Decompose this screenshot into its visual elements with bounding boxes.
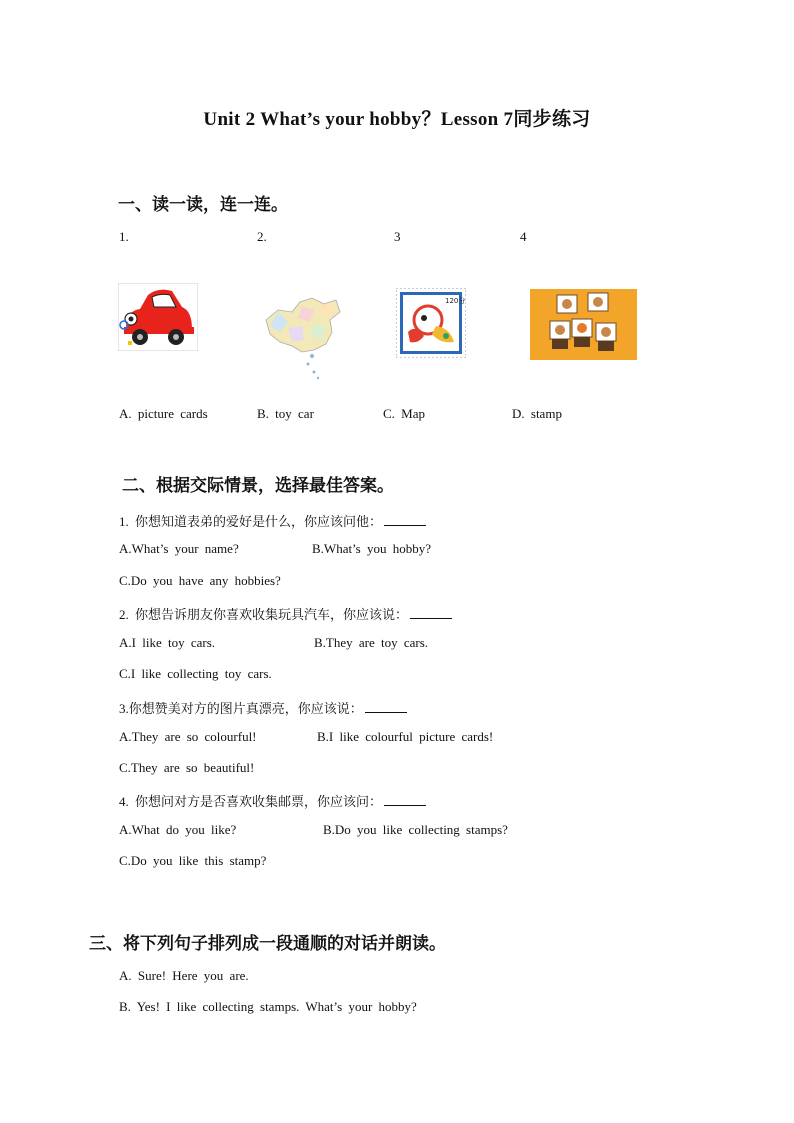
q2-choice-b: B.They are toy cars. bbox=[314, 635, 429, 650]
picture-number-3: 3 bbox=[394, 229, 401, 244]
section-1-heading: 一、读一读，连一连。 bbox=[118, 195, 288, 214]
question-3 bbox=[119, 698, 407, 717]
picture-number-1: 1. bbox=[119, 229, 129, 244]
q1-choice-b: B.What’s you hobby? bbox=[312, 541, 432, 556]
q3-choice-b: B.I like colourful picture cards! bbox=[317, 729, 494, 744]
dialogue-line-a: A. Sure! Here you are. bbox=[119, 968, 249, 983]
map-icon bbox=[258, 292, 343, 382]
question-4 bbox=[119, 791, 426, 810]
question-4-text: 4. 你想问对方是否喜欢收集邮票，你应该问： bbox=[119, 794, 383, 809]
picture-number-4: 4 bbox=[520, 229, 527, 244]
question-2-text: 2. 你想告诉朋友你喜欢收集玩具汽车，你应该说： bbox=[119, 607, 409, 622]
section-3-heading: 三、将下列句子排列成一段通顺的对话并朗读。 bbox=[89, 934, 446, 953]
stamp-price-label: 120分 bbox=[445, 297, 466, 305]
question-2 bbox=[119, 604, 452, 623]
q3-choice-a: A.They are so colourful! bbox=[119, 729, 257, 744]
q4-choice-b: B.Do you like collecting stamps? bbox=[323, 822, 508, 837]
answer-blank bbox=[384, 515, 426, 526]
answer-blank bbox=[384, 795, 426, 806]
toy-car-icon bbox=[118, 283, 198, 351]
option-a: A. picture cards bbox=[119, 406, 208, 421]
picture-number-2: 2. bbox=[257, 229, 267, 244]
option-d: D. stamp bbox=[512, 406, 562, 421]
section-2-heading: 二、根据交际情景，选择最佳答案。 bbox=[122, 476, 394, 495]
answer-blank bbox=[410, 608, 452, 619]
option-b: B. toy car bbox=[257, 406, 314, 421]
q2-choice-c: C.I like collecting toy cars. bbox=[119, 666, 272, 681]
picture-cards-icon bbox=[530, 289, 637, 360]
question-1 bbox=[119, 511, 426, 530]
answer-blank bbox=[365, 702, 407, 713]
q1-choice-c: C.Do you have any hobbies? bbox=[119, 573, 281, 588]
question-3-text: 3.你想赞美对方的图片真漂亮，你应该说： bbox=[119, 701, 363, 716]
stamp-icon bbox=[396, 288, 466, 358]
dialogue-line-b: B. Yes! I like collecting stamps. What’s your hobby? bbox=[119, 999, 417, 1014]
q2-choice-a: A.I like toy cars. bbox=[119, 635, 216, 650]
page-title: Unit 2 What’s your hobby？Lesson 7同步练习 bbox=[203, 109, 591, 130]
q4-choice-a: A.What do you like? bbox=[119, 822, 237, 837]
q4-choice-c: C.Do you like this stamp? bbox=[119, 853, 267, 868]
question-1-text: 1. 你想知道表弟的爱好是什么，你应该问他： bbox=[119, 514, 383, 529]
option-c: C. Map bbox=[383, 406, 425, 421]
q1-choice-a: A.What’s your name? bbox=[119, 541, 239, 556]
q3-choice-c: C.They are so beautiful! bbox=[119, 760, 255, 775]
